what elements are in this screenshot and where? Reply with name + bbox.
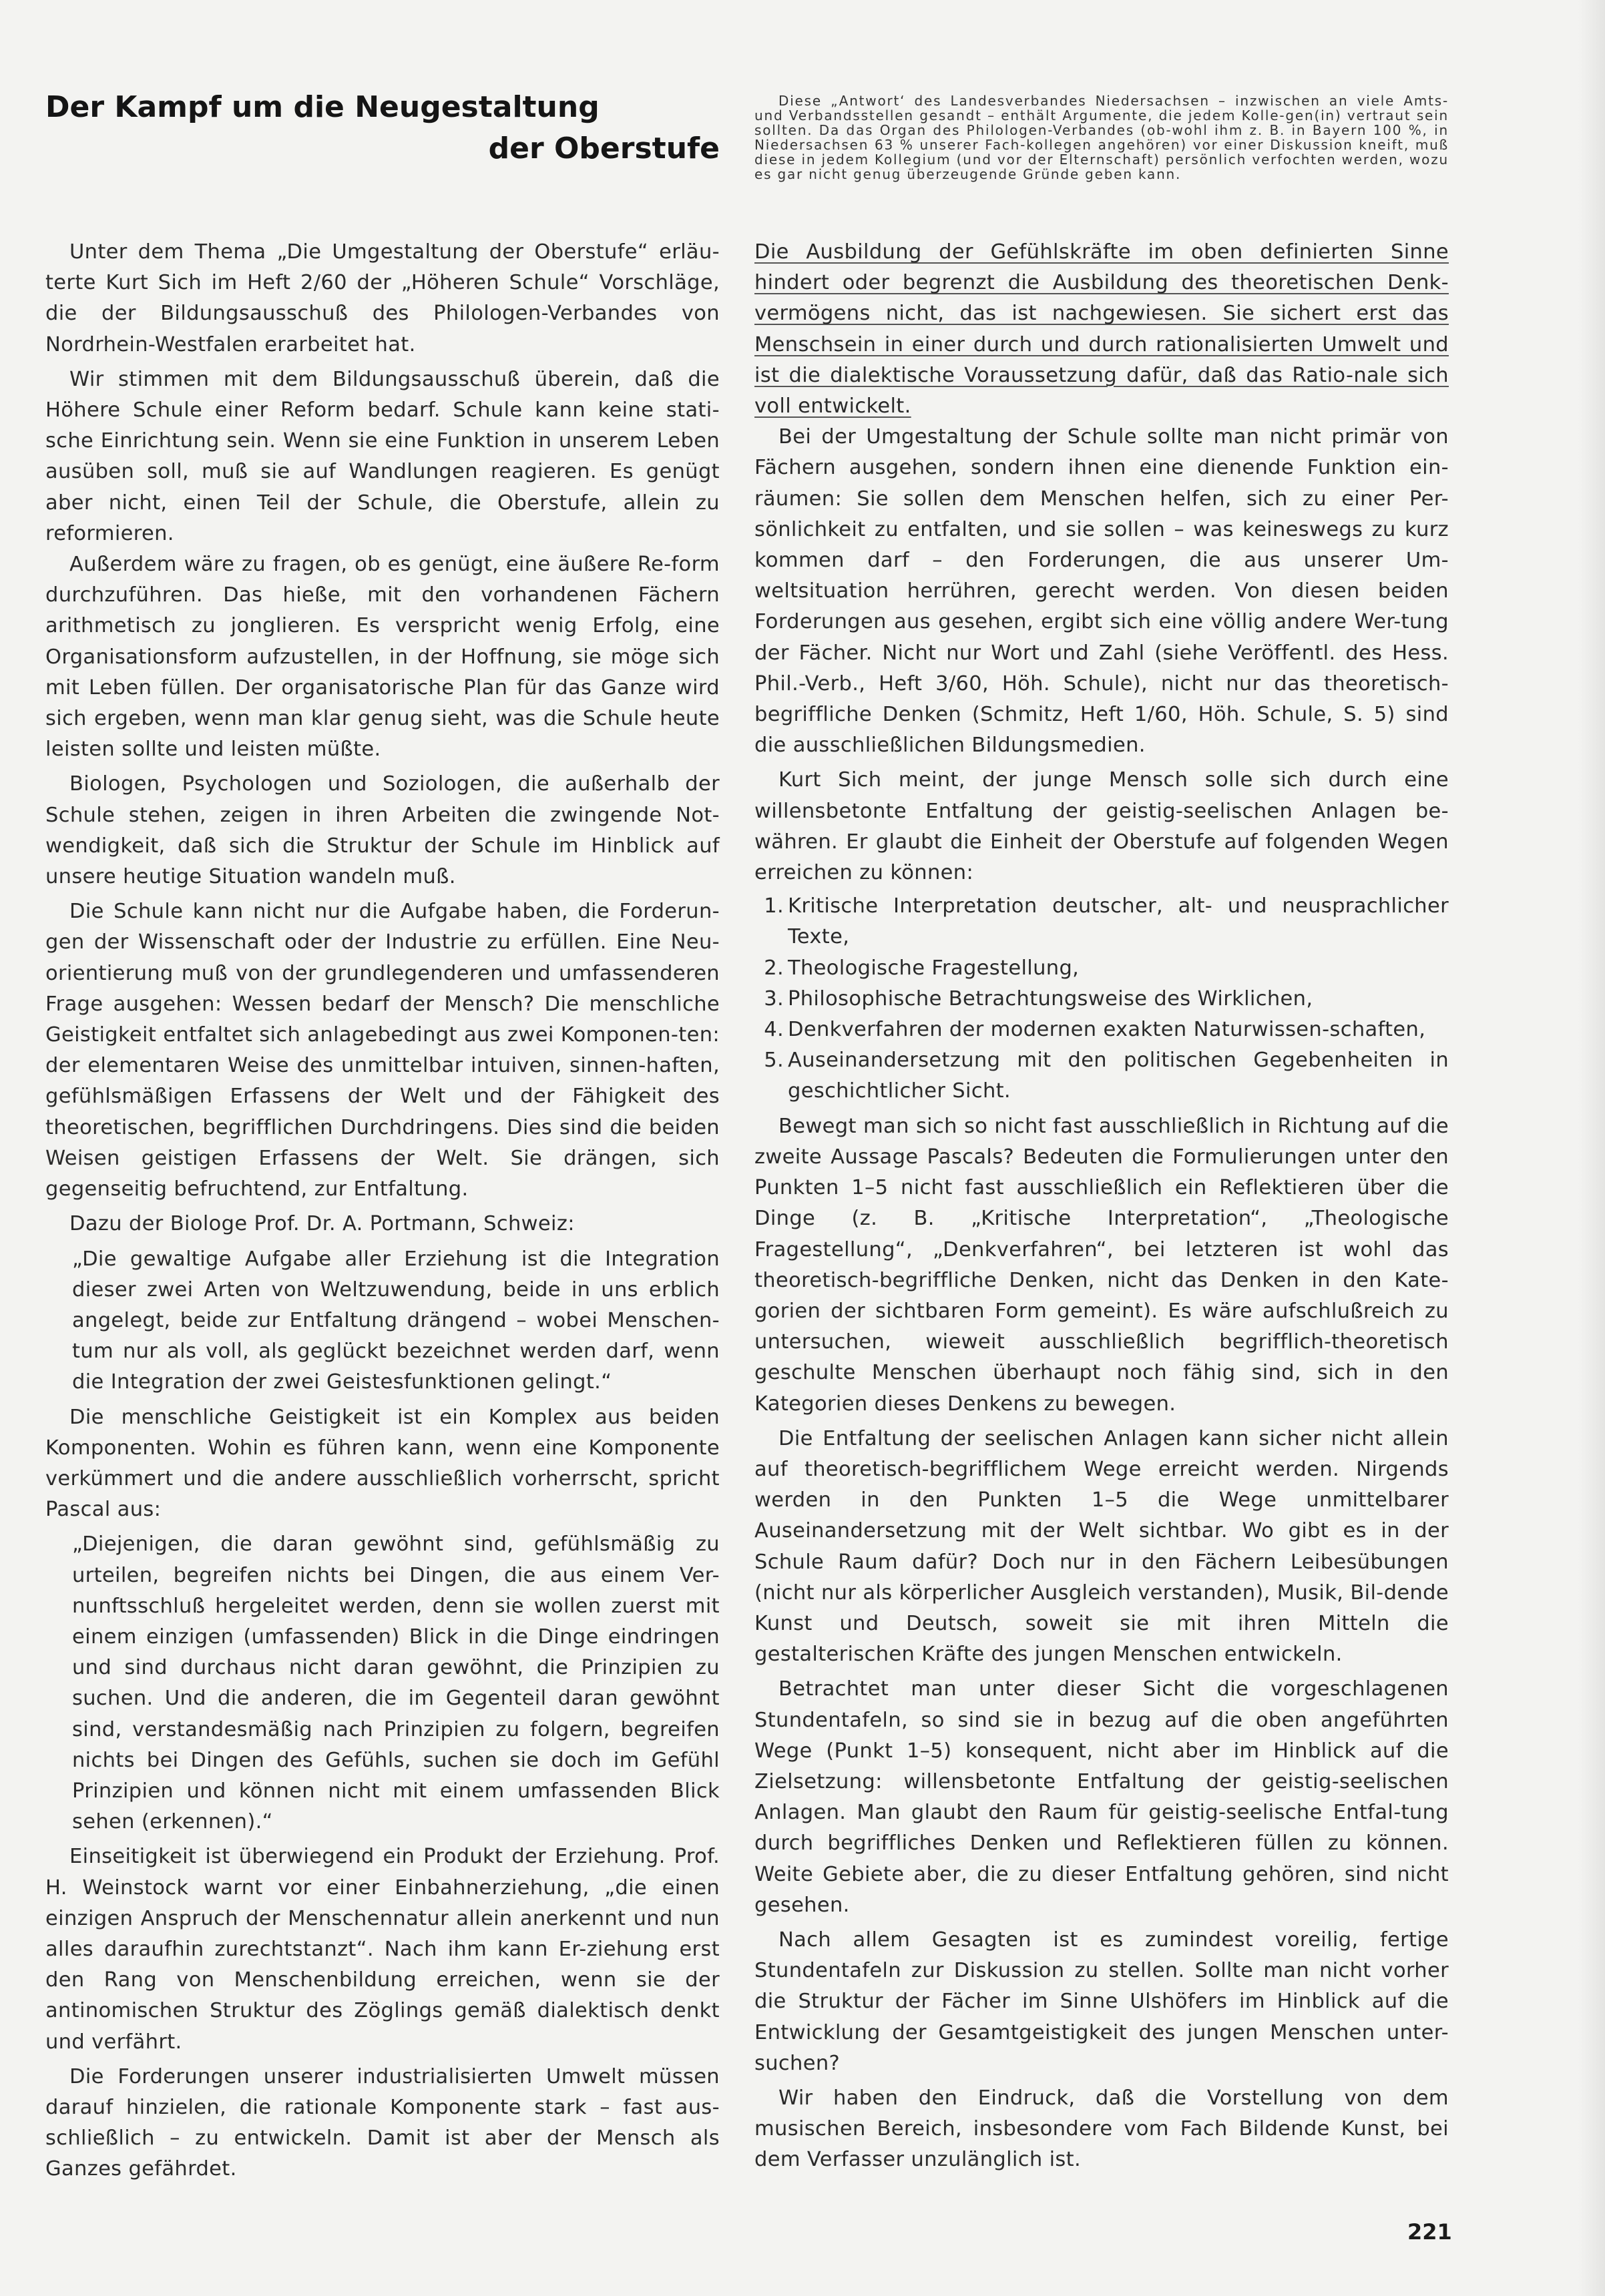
underlined-passage [754,237,1449,422]
list-number: 4. [764,1018,784,1042]
hand-underlined-text: Die Ausbildung der Gefühlskräfte im oben definierten Sinne hindert oder begrenzt die Ausbildung des theoretischen Denk-vermögens nicht, das ist nachgewiesen. Sie sichert erst das Menschsein in einer durch und durch rationalisierten Umwelt und ist die dialektische Voraussetzung dafür, daß das Ratio-nale sich voll entwickelt. [754,240,1449,418]
paragraph: Einseitigkeit ist überwiegend ein Produkt der Erziehung. Prof. H. Weinstock warnt vor einer Einbahnerziehung, „die einen einzigen Anspruch der Menschennatur allein anerkennt und nun alles daraufhin zurechtstanzt“. Nach ihm kann Er-ziehung erst den Rang von Menschenbildung erreichen, wenn sie der antinomischen Struktur des Zöglings gemäß dialektisch denkt und verfährt. [45,1845,720,2054]
list-number: 3. [764,986,784,1011]
paragraph: Dazu der Biologe Prof. Dr. A. Portmann, Schweiz: [69,1212,575,1236]
pascal-quote: „Diejenigen, die daran gewöhnt sind, gefühlsmäßig zu urteilen, begreifen nichts bei Dingen, die aus einem Ver-nunftsschluß hergeleitet werden, denn sie wollen zuerst mit einem einzigen (umfassenden) Blick in die Dinge eindringen und sind durchaus nicht daran gewöhnt, die Prinzipien zu suchen. Und die anderen, die im Gegenteil daran gewöhnt sind, verstandesmäßig nach Prinzipien zu folgern, begreifen nichts bei Dingen des Gefühls, suchen sie doch im Gefühl Prinzipien und können nicht mit einem umfassenden Blick sehen (erkennen).“ [72,1532,720,1834]
list-text: Theologische Fragestellung, [788,956,1080,980]
paragraph: Wir haben den Eindruck, daß die Vorstellung von dem musischen Bereich, insbesondere vom Fach Bildende Kunst, bei dem Verfasser unzulänglich ist. [754,2086,1449,2172]
paragraph: Die Entfaltung der seelischen Anlagen kann sicher nicht allein auf theoretisch-begrifflichem Wege erreicht werden. Nirgends werden in den Punkten 1–5 die Wege unmittelbarer Auseinandersetzung mit der Welt sichtbar. Wo gibt es in der Schule Raum dafür? Doch nur in den Fächern Leibesübungen (nicht nur als körperlicher Ausgleich verstanden), Musik, Bil-dende Kunst und Deutsch, soweit sie mit ihren Mitteln die gestalterischen Kräfte des jungen Menschen entwickeln. [754,1426,1449,1667]
list-number: 1. [764,894,784,918]
paragraph: Biologen, Psychologen und Soziologen, die außerhalb der Schule stehen, zeigen in ihren Arbeiten die zwingende Not-wendigkeit, daß sich die Struktur der Schule im Hinblick auf unsere heutige Situation wandeln muß. [45,772,720,889]
editorial-note [754,93,1449,182]
list-number: 2. [764,956,784,980]
right-column [754,237,1449,2176]
page-edge-shadow [1578,0,1605,2296]
title-line-2: der Oberstufe [488,131,720,166]
paragraph: Die menschliche Geistigkeit ist ein Komplex aus beiden Komponenten. Wohin es führen kann, wenn eine Komponente verkümmert und die andere ausschließlich vorherrscht, spricht Pascal aus: [45,1405,720,1522]
paragraph: Die Schule kann nicht nur die Aufgabe haben, die Forderun-gen der Wissenschaft oder der Industrie zu erfüllen. Eine Neu-orientierung muß von der grundlegenderen und umfassenderen Frage ausgehen: Wessen bedarf der Mensch? Die menschliche Geistigkeit entfaltet sich anlagebedingt aus zwei Komponen-ten: der elementaren Weise des unmittelbar intuiven, sinnen-haften, gefühlsmäßigen Erfassens der Welt und der Fähigkeit des theoretischen, begrifflichen Durchdringens. Dies sind die beiden Weisen geistigen Erfassens der Welt. Sie drängen, sich gegenseitig befruchtend, zur Entfaltung. [45,900,720,1201]
list-text: Auseinandersetzung mit den politischen Gegebenheiten in geschichtlicher Sicht. [788,1049,1449,1103]
paragraph: Kurt Sich meint, der junge Mensch solle sich durch eine willensbetonte Entfaltung der geistig-seelischen Anlagen be-währen. Er glaubt die Einheit der Oberstufe auf folgenden Wegen erreichen zu können: [754,768,1449,885]
list-item [754,953,1449,984]
underlined-text [754,237,1449,422]
paragraph: Bewegt man sich so nicht fast ausschließlich in Richtung auf die zweite Aussage Pascals? Bedeuten die Formulierungen unter den Punkten 1–5 nicht fast ausschließlich ein Reflektieren über die Dinge (z. B. „Kritische Interpretation“, „Theologische Fragestellung“, „Denkverfahren“, bei letzteren ist wohl das theoretisch-begriffliche Denken, nicht das Denken in den Kate-gorien der sichtbaren Form gemeint). Es wäre aufschlußreich zu untersuchen, wieweit ausschließlich begrifflich-theoretisch geschulte Menschen überhaupt noch fähig sind, sich in den Kategorien dieses Denkens zu bewegen. [754,1114,1449,1416]
list-text: Kritische Interpretation deutscher, alt- und neusprachlicher Texte, [788,894,1449,949]
article-title [45,87,720,170]
note-text: Diese „Antwort‘ des Landesverbandes Niedersachsen – inzwischen an viele Amts- und Verbandsstellen gesandt – enthält Argumente, die jedem Kolle-gen(in) vertraut sein sollten. Da das Organ des Philologen-Verbandes (ob-wohl ihm z. B. in Bayern 100 %, in Niedersachsen 63 % unserer Fach-kollegen angehören) vor einer Diskussion kneift, muß diese in jedem Kollegium (und vor der Elternschaft) persönlich verfochten werden, wozu es gar nicht genug überzeugende Gründe geben kann. [754,93,1449,182]
list-item [754,984,1449,1015]
page-number: 221 [1407,2219,1452,2245]
list-item [754,1045,1449,1107]
portmann-quote: „Die gewaltige Aufgabe aller Erziehung ist die Integration dieser zwei Arten von Weltzuwendung, beide in uns erblich angelegt, beide zur Entfaltung drängend – wobei Menschen-tum nur als voll, als geglückt bezeichnet werden darf, wenn die Integration der zwei Geistesfunktionen gelingt.“ [72,1247,720,1394]
list-text: Philosophische Betrachtungsweise des Wirklichen, [788,986,1313,1011]
paragraph: Wir stimmen mit dem Bildungsausschuß überein, daß die Höhere Schule einer Reform bedarf. Schule kann keine stati-sche Einrichtung sein. Wenn sie eine Funktion in unserem Leben ausüben soll, muß sie auf Wandlungen reagieren. Es genügt aber nicht, einen Teil der Schule, die Oberstufe, allein zu reformieren. [45,367,720,545]
paragraph: Unter dem Thema „Die Umgestaltung der Oberstufe“ erläu-terte Kurt Sich im Heft 2/60 der „Höheren Schule“ Vorschläge, die der Bildungsausschuß des Philologen-Verbandes von Nordrhein-Westfalen erarbeitet hat. [45,240,720,356]
list-item [754,891,1449,952]
list-item [754,1015,1449,1045]
list-text: Denkverfahren der modernen exakten Naturwissen-schaften, [788,1018,1426,1042]
list-number: 5. [764,1049,784,1073]
paragraph: Nach allem Gesagten ist es zumindest voreilig, fertige Stundentafeln zur Diskussion zu stellen. Sollte man nicht vorher die Struktur der Fächer im Sinne Ulshöfers im Hinblick auf die Entwicklung der Gesamtgeistigkeit des jungen Menschen unter-suchen? [754,1928,1449,2075]
paragraph: Betrachtet man unter dieser Sicht die vorgeschlagenen Stundentafeln, so sind sie in bezug auf die oben angeführten Wege (Punkt 1–5) konsequent, nicht aber im Hinblick auf die Zielsetzung: willensbetonte Entfaltung der geistig-seelischen Anlagen. Man glaubt den Raum für geistig-seelische Entfal-tung durch begriffliches Denken und Reflektieren füllen zu können. Weite Gebiete aber, die zu dieser Entfaltung gehören, sind nicht gesehen. [754,1677,1449,1917]
paragraph: Bei der Umgestaltung der Schule sollte man nicht primär von Fächern ausgehen, sondern ihnen eine dienende Funktion ein-räumen: Sie sollen dem Menschen helfen, sich zu einer Per-sönlichkeit zu entfalten, und sie sollen – was keineswegs zu kurz kommen darf – den Forderungen, die aus unserer Um-weltsituation herrühren, gerecht werden. Von diesen beiden Forderungen aus gesehen, ergibt sich eine völlig andere Wer-tung der Fächer. Nicht nur Wort und Zahl (siehe Veröffentl. des Hess. Phil.-Verb., Heft 3/60, Höh. Schule), nicht nur das theoretisch-begriffliche Denken (Schmitz, Heft 1/60, Höh. Schule, S. 5) sind die ausschließlichen Bildungsmedien. [754,425,1449,758]
numbered-list [754,891,1449,1107]
paragraph: Außerdem wäre zu fragen, ob es genügt, eine äußere Re-form durchzuführen. Das hieße, mit den vorhandenen Fächern arithmetisch zu jonglieren. Es verspricht wenig Erfolg, eine Organisationsform aufzustellen, in der Hoffnung, sie möge sich mit Leben füllen. Der organisatorische Plan für das Ganze wird sich ergeben, wenn man klar genug sieht, was die Schule heute leisten sollte und leisten müßte. [45,553,720,762]
title-line-1: Der Kampf um die Neugestaltung [45,90,600,124]
left-column [45,237,720,2185]
paragraph: Die Forderungen unserer industrialisierten Umwelt müssen darauf hinzielen, die rationale Komponente stark – fast aus-schließlich – zu entwickeln. Damit ist aber der Mensch als Ganzes gefährdet. [45,2064,720,2181]
